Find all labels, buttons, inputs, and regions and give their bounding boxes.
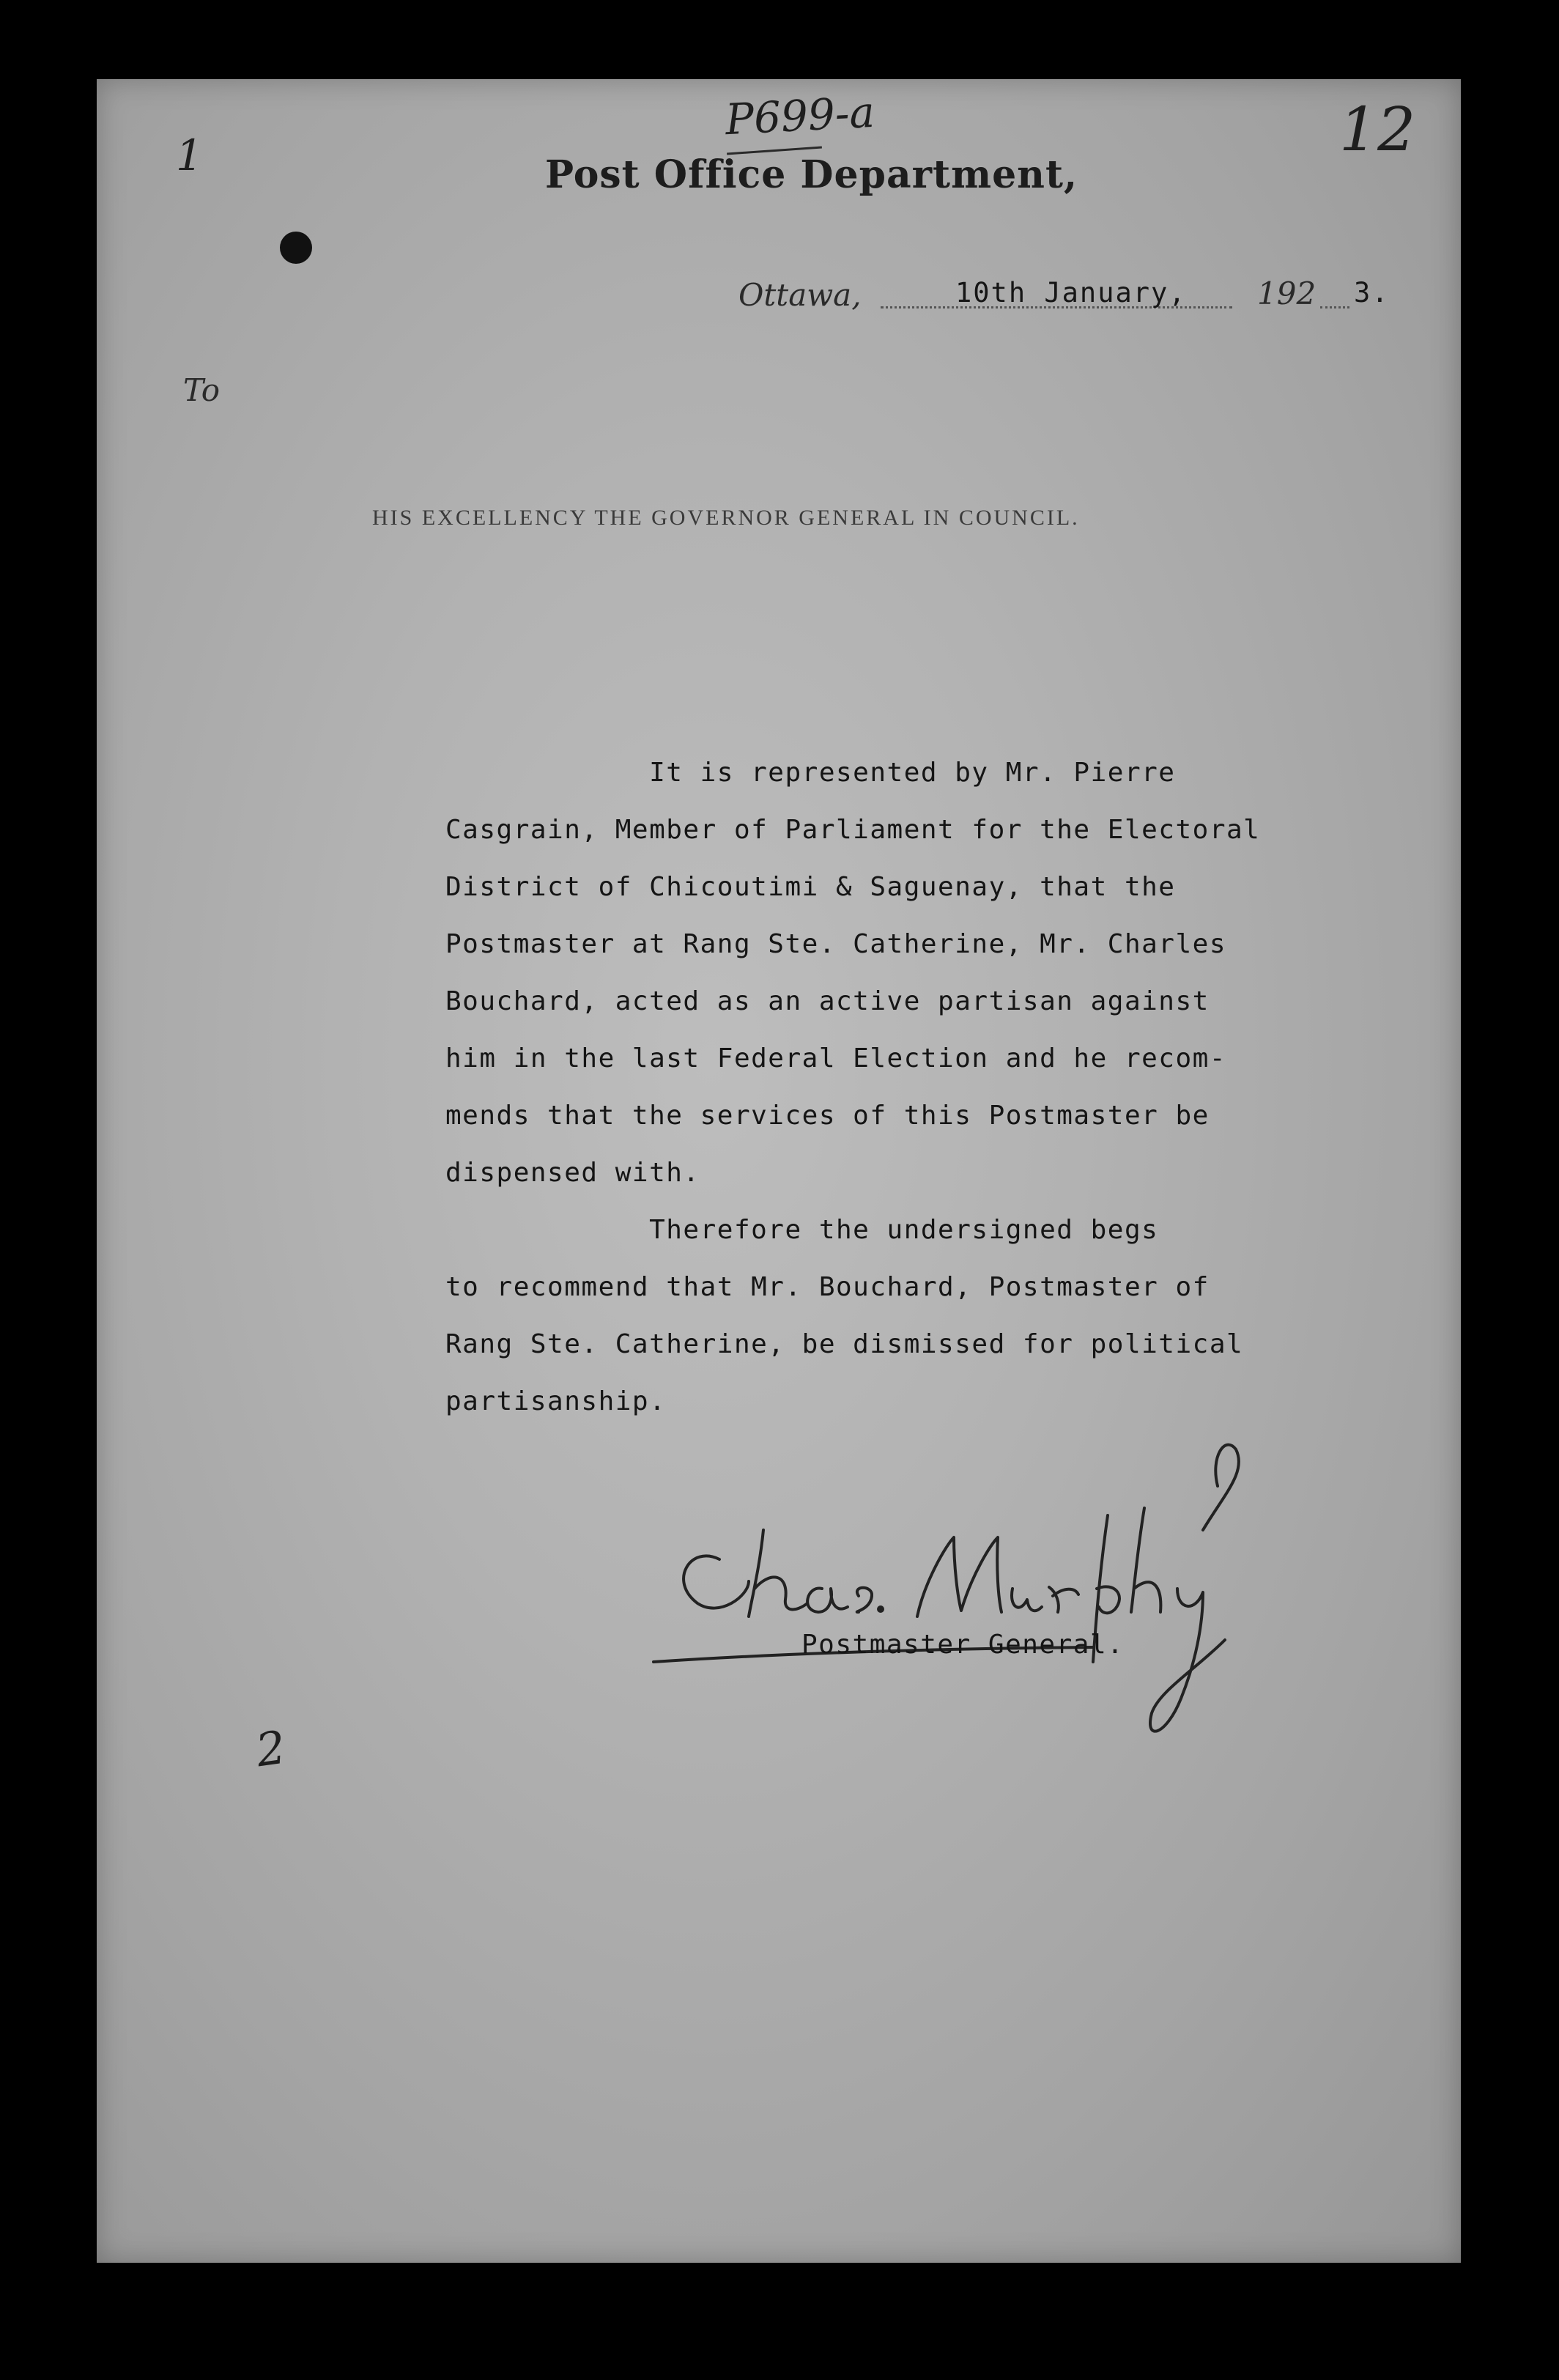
addressee: HIS EXCELLENCY THE GOVERNOR GENERAL IN COUNCIL.	[372, 506, 1080, 530]
body-line: Postmaster at Rang Ste. Catherine, Mr. Charles	[445, 929, 1226, 959]
body-line: It is represented by Mr. Pierre	[445, 758, 1176, 788]
body-line: to recommend that Mr. Bouchard, Postmaster of	[445, 1272, 1210, 1302]
margin-mark-top: 1	[176, 130, 203, 180]
body-line: Rang Ste. Catherine, be dismissed for political	[445, 1329, 1244, 1359]
margin-mark-bottom: 2	[253, 1720, 289, 1778]
punch-hole	[280, 232, 312, 264]
body-line: Bouchard, acted as an active partisan against	[445, 986, 1210, 1016]
signature-image	[639, 1420, 1371, 1772]
place-label: Ottawa,	[738, 277, 862, 313]
body-line: dispensed with.	[445, 1158, 700, 1188]
year-suffix: 3.	[1354, 277, 1390, 308]
body-line: Casgrain, Member of Parliament for the Electoral	[445, 815, 1261, 845]
department-heading: Post Office Department,	[545, 152, 1078, 197]
body-line: Therefore the undersigned begs	[445, 1215, 1159, 1245]
document-page	[97, 79, 1461, 2263]
letter-body	[445, 744, 1260, 1430]
signer-title: Postmaster General.	[801, 1630, 1125, 1660]
body-line: mends that the services of this Postmaster be	[445, 1101, 1210, 1131]
to-label: To	[183, 372, 221, 408]
date-day-month: 10th January,	[955, 277, 1187, 308]
year-prefix: 192	[1257, 276, 1317, 311]
file-reference: P699-a	[724, 86, 876, 145]
year-dotted-line	[1320, 306, 1349, 308]
page-number: 12	[1339, 95, 1416, 165]
body-line: him in the last Federal Election and he recom-	[445, 1043, 1226, 1073]
body-line: District of Chicoutimi & Saguenay, that the	[445, 872, 1176, 902]
body-line: partisanship.	[445, 1386, 667, 1416]
